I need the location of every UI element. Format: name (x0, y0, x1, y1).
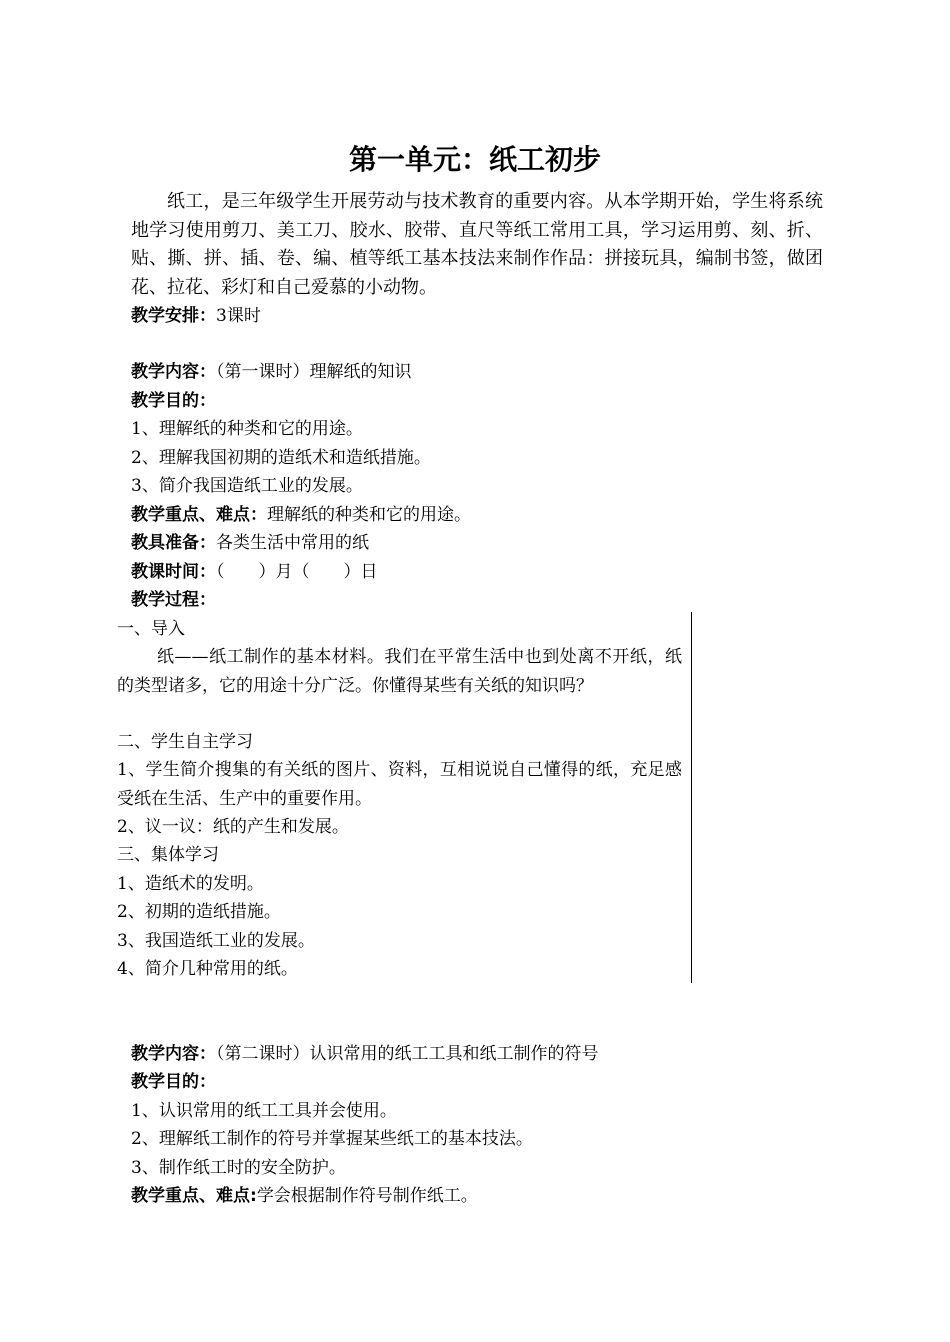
process-section2-item-2: 2、议一议：纸的产生和发展。 (117, 817, 349, 837)
lesson2-focus-label: 教学重点、难点: (131, 1186, 257, 1206)
lesson1-process-label: 教学过程： (131, 590, 216, 610)
process-section3-item-3: 3、我国造纸工业的发展。 (117, 931, 315, 951)
lesson1-aids-line (131, 529, 369, 557)
lesson1-time-label: 教课时间： (131, 562, 216, 582)
lesson1-goal-3: 3、简介我国造纸工业的发展。 (131, 476, 363, 496)
lesson2-content-line (131, 1040, 599, 1068)
process-section1-title: 一、导入 (117, 619, 185, 639)
process-section1-text: 纸——纸工制作的基本材料。我们在平常生活中也到处离不开纸，纸的类型诸多，它的用途十分广泛。你懂得某些有关纸的知识吗？ (117, 647, 682, 696)
lesson2-goals-label: 教学目的： (131, 1072, 216, 1092)
lesson2-focus-line (131, 1182, 478, 1210)
schedule-label: 教学安排： (131, 306, 216, 326)
lesson1-content-value: （第一课时）理解纸的知识 (216, 362, 412, 382)
lesson1-focus-value: 理解纸的种类和它的用途。 (267, 505, 471, 525)
lesson2-goal-1: 1、认识常用的纸工工具并会使用。 (131, 1101, 397, 1121)
lesson2-goal-2: 2、理解纸工制作的符号并掌握某些纸工的基本技法。 (131, 1129, 533, 1149)
intro-paragraph: 纸工，是三年级学生开展劳动与技术教育的重要内容。从本学期开始，学生将系统地学习使用剪刀、美工刀、胶水、胶带、直尺等纸工常用工具，学习运用剪、刻、折、贴、撕、拼、插、卷、编、植等纸工基本技法来制作作品：拼接玩具，编制书签，做团花、拉花、彩灯和自己爱慕的小动物。 (131, 191, 823, 298)
process-section3-item-1: 1、造纸术的发明。 (117, 874, 264, 894)
lesson1-time-line (131, 558, 378, 586)
lesson1-goals-label: 教学目的： (131, 391, 216, 411)
lesson2-content-label: 教学内容： (131, 1044, 216, 1064)
process-section3-item-4: 4、简介几种常用的纸。 (117, 959, 298, 979)
lesson1-goal-2: 2、理解我国初期的造纸术和造纸措施。 (131, 448, 431, 468)
process-section3-title: 三、集体学习 (117, 845, 219, 865)
lesson1-content-line (131, 358, 412, 386)
lesson2-goal-3: 3、制作纸工时的安全防护。 (131, 1158, 346, 1178)
schedule-value: 3课时 (216, 306, 261, 326)
process-section2-item-1: 1、学生简介搜集的有关纸的图片、资料，互相说说自己懂得的纸，充足感受纸在生活、生产中的重要作用。 (117, 760, 682, 809)
lesson1-aids-value: 各类生活中常用的纸 (216, 533, 369, 553)
process-column-divider (691, 612, 692, 983)
page-title: 第一单元：纸工初步 (348, 143, 601, 176)
lesson1-focus-line (131, 501, 471, 529)
lesson2-content-value: （第二课时）认识常用的纸工工具和纸工制作的符号 (216, 1044, 599, 1064)
process-section3-item-2: 2、初期的造纸措施。 (117, 902, 281, 922)
lesson1-time-value: （ ）月（ ）日 (216, 562, 378, 582)
lesson1-focus-label: 教学重点、难点： (131, 505, 267, 525)
lesson1-content-label: 教学内容： (131, 362, 216, 382)
lesson2-focus-value: 学会根据制作符号制作纸工。 (256, 1186, 478, 1206)
schedule-line (131, 302, 261, 330)
lesson1-goal-1: 1、理解纸的种类和它的用途。 (131, 419, 363, 439)
process-section2-title: 二、学生自主学习 (117, 732, 253, 752)
lesson1-aids-label: 教具准备： (131, 533, 216, 553)
